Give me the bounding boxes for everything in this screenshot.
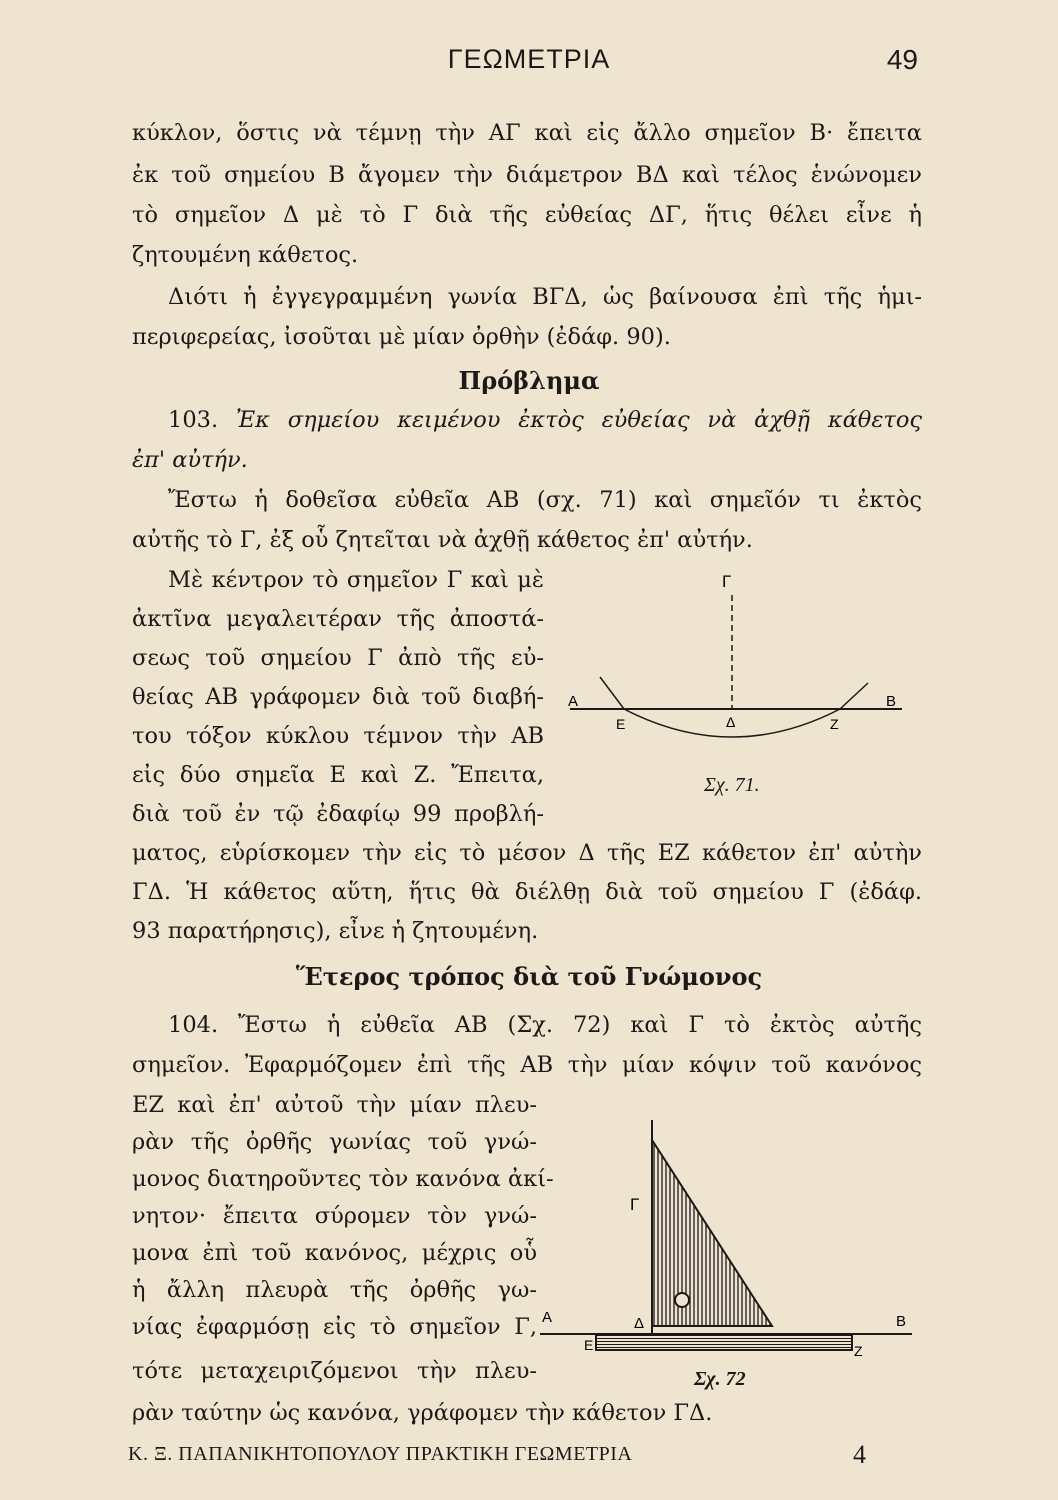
text-line: περιφερείας, ἰσοῦται μὲ μίαν ὀρθὴν (ἐδάφ. 90).	[132, 324, 671, 350]
running-header-title: ΓΕΩΜΕΤΡΙΑ	[447, 44, 611, 74]
text-line: ἀκτῖνα μεγαλειτέραν τῆς ἀποστά-	[132, 606, 544, 632]
text-line: τὸ σημεῖον Δ μὲ τὸ Γ διὰ τῆς εὐθείας ΔΓ, ἥτις θέλει εἶνε ἡ	[132, 202, 922, 228]
text-line: νητον· ἔπειτα σύρομεν τὸν γνώ-	[132, 1203, 537, 1229]
section-heading-other-method: Ἕτερος τρόπος διὰ τοῦ Γνώμονος	[295, 962, 763, 991]
text-line: σεως τοῦ σημείου Γ ἀπὸ τῆς εὐ-	[132, 645, 544, 671]
label-g: Γ	[722, 572, 732, 591]
label-e: Ε	[584, 1337, 594, 1353]
text-line: αὐτῆς τὸ Γ, ἐξ οὗ ζητεῖται νὰ ἀχθῇ κάθετος ἐπ' αὐτήν.	[132, 527, 753, 553]
text-line: 104. Ἔστω ἡ εὐθεῖα ΑΒ (Σχ. 72) καὶ Γ τὸ ἐκτὸς αὐτῆς	[168, 1012, 922, 1038]
text-line: ζητουμένη κάθετος.	[132, 242, 359, 268]
text-line: κύκλον, ὅστις νὰ τέμνῃ τὴν ΑΓ καὶ εἰς ἄλλο σημεῖον Β· ἔπειτα	[132, 120, 922, 146]
text-line: τότε μεταχειριζόμενοι τὴν πλευ-	[132, 1358, 537, 1384]
text-line: διὰ τοῦ ἐν τῷ ἐδαφίῳ 99 προβλή-	[132, 801, 544, 827]
page-number: 49	[886, 44, 918, 75]
text-line: μονα ἐπὶ τοῦ κανόνος, μέχρις οὗ	[132, 1240, 537, 1266]
text-line: ρὰν τῆς ὀρθῆς γωνίας τοῦ γνώ-	[132, 1129, 537, 1155]
text-line: Μὲ κέντρον τὸ σημεῖον Γ καὶ μὲ	[168, 567, 544, 593]
label-a: A	[542, 1309, 553, 1326]
figure-72-caption: Σχ. 72	[694, 1368, 746, 1390]
text-line: σημεῖον. Ἐφαρμόζομεν ἐπὶ τῆς ΑΒ τὴν μίαν κόψιν τοῦ κανόνος	[132, 1052, 922, 1078]
text-line: θείας ΑΒ γράφομεν διὰ τοῦ διαβή-	[132, 684, 544, 710]
label-d: Δ	[634, 1315, 645, 1332]
set-square-hole	[675, 1293, 689, 1307]
signature-number: 4	[853, 1440, 866, 1469]
text-line: ματος, εὑρίσκομεν τὴν εἰς τὸ μέσον Δ τῆς ΕΖ κάθετον ἐπ' αὐτὴν	[132, 840, 922, 866]
problem-number: 103.	[168, 407, 219, 433]
problem-statement-line	[168, 405, 922, 435]
text-line: μονος διατηροῦντες τὸν κανόνα ἀκί-	[132, 1166, 554, 1192]
label-b: B	[896, 1313, 907, 1330]
text-line: του τόξον κύκλου τέμνον τὴν ΑΒ	[132, 723, 544, 749]
problem-statement: Ἐκ σημείου κειμένου ἐκτὸς εὐθείας νὰ ἀχθῇ κάθετος	[235, 407, 922, 433]
text-line: ΕΖ καὶ ἐπ' αὐτοῦ τὴν μίαν πλευ-	[132, 1092, 537, 1118]
text-line: ἡ ἄλλη πλευρὰ τῆς ὀρθῆς γω-	[132, 1277, 537, 1303]
text-line: εἰς δύο σημεῖα Ε καὶ Ζ. Ἔπειτα,	[132, 762, 544, 788]
text-line: ἐκ τοῦ σημείου Β ἄγομεν τὴν διάμετρον ΒΔ καὶ τέλος ἑνώνομεν	[132, 162, 922, 188]
set-square	[652, 1140, 772, 1326]
figure-71	[560, 565, 910, 765]
footer-text: Κ. Ξ. ΠΑΠΑΝΙΚΗΤΟΠΟΥΛΟΥ ΠΡΑΚΤΙΚΗ ΓΕΩΜΕΤΡΙΑ	[128, 1443, 633, 1465]
label-z: Ζ	[830, 716, 839, 732]
label-z: Ζ	[854, 1343, 863, 1359]
section-heading-problem: Πρόβλημα	[458, 366, 600, 395]
ruler-ez	[596, 1334, 852, 1350]
text-line: ΓΔ. Ἡ κάθετος αὕτη, ἥτις θὰ διέλθῃ διὰ τοῦ σημείου Γ (ἐδάφ.	[132, 879, 922, 905]
problem-statement-line: ἐπ' αὐτήν.	[132, 447, 248, 473]
label-e: Ε	[616, 716, 626, 732]
figure-71-caption: Σχ. 71.	[704, 774, 760, 796]
figure-72	[540, 1100, 920, 1400]
text-line: Ἔστω ἡ δοθεῖσα εὐθεῖα ΑΒ (σχ. 71) καὶ σημεῖόν τι ἐκτὸς	[168, 487, 922, 513]
label-d: Δ	[726, 714, 736, 730]
label-g: Γ	[630, 1195, 640, 1214]
text-line: νίας ἐφαρμόσῃ εἰς τὸ σημεῖον Γ,	[132, 1314, 537, 1340]
text-line: 93 παρατήρησις), εἶνε ἡ ζητουμένη.	[132, 918, 539, 944]
text-line: ρὰν ταύτην ὡς κανόνα, γράφομεν τὴν κάθετον ΓΔ.	[132, 1400, 713, 1426]
text-line: Διότι ἡ ἐγγεγραμμένη γωνία ΒΓΔ, ὡς βαίνουσα ἐπὶ τῆς ἡμι-	[168, 284, 922, 310]
label-a: A	[568, 693, 579, 710]
label-b: B	[886, 693, 897, 710]
